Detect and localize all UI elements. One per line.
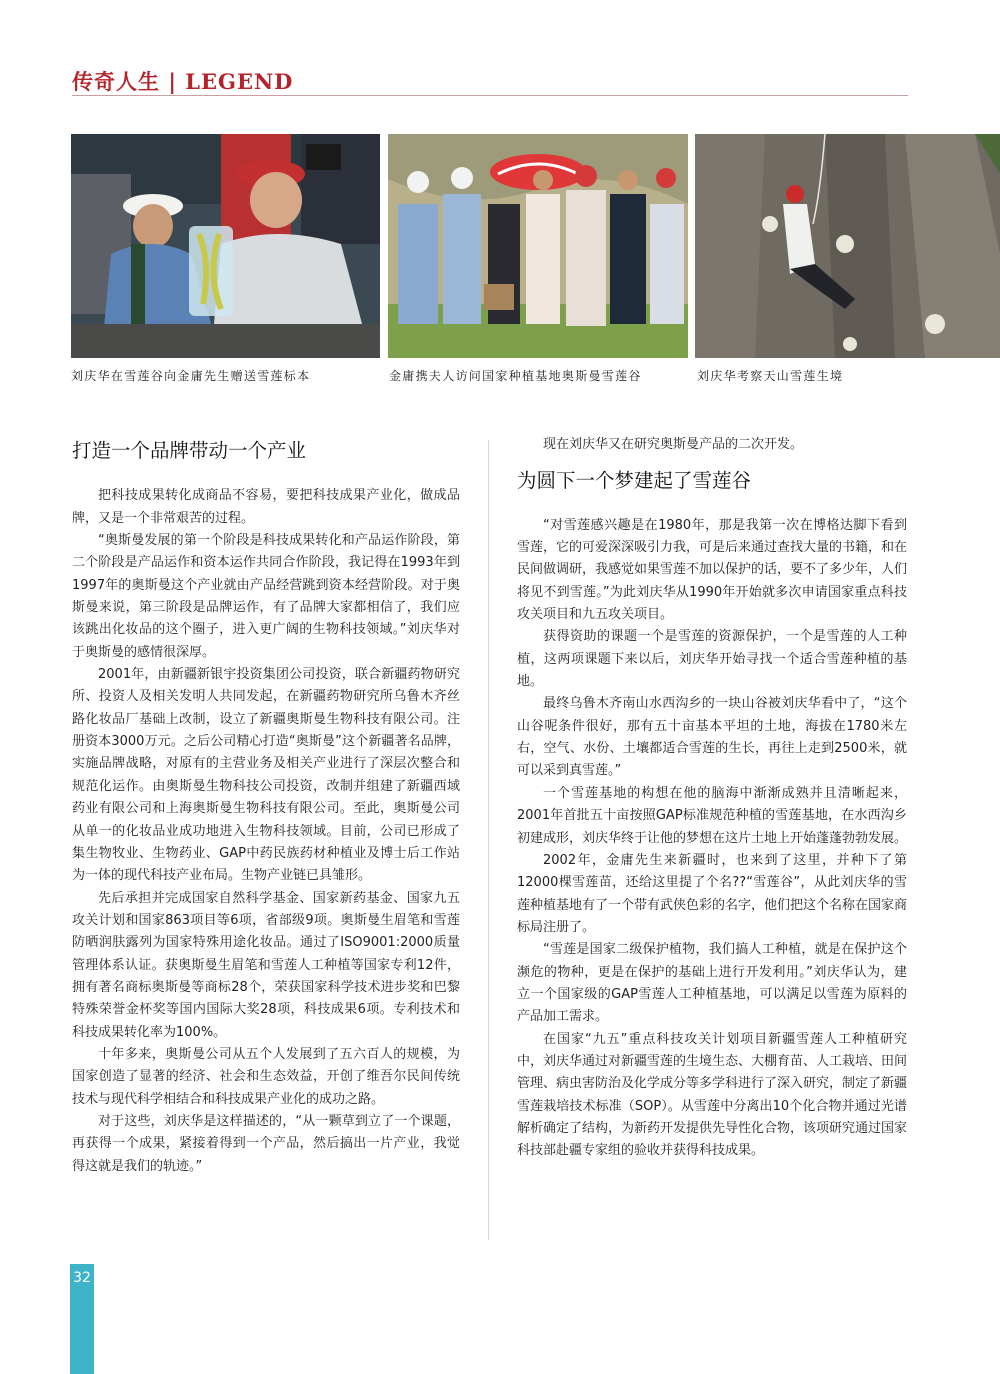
section-heading-snow-lotus-valley: 为圆下一个梦建起了雪莲谷	[517, 469, 752, 493]
article-paragraph: 把科技成果转化成商品不容易，要把科技成果产业化，做成品牌，又是一个非常艰苦的过程。	[72, 488, 460, 526]
section-name: 传奇人生	[72, 69, 160, 94]
section-heading-brand: 打造一个品牌带动一个产业	[72, 439, 307, 462]
left-column	[72, 440, 460, 1178]
photo-caption-1: 刘庆华在雪莲谷向金庸先生赠送雪莲标本	[71, 369, 311, 383]
article-paragraph: 最终乌鲁木齐南山水西沟乡的一块山谷被刘庆华看中了，“这个山谷呢条件很好，那有五十亩基本平坦的土地，海拔在1780米左右，空气、水份、土壤都适合雪莲的生长，再往上走到2500米，就可以采到真雪莲。”	[517, 696, 907, 779]
right-column	[517, 434, 907, 1163]
article-paragraph: 2001年，由新疆新银宇投资集团公司投资，联合新疆药物研究所、投资人及相关发明人共同发起，在新疆药物研究所乌鲁木齐丝路化妆品厂基础上改制，设立了新疆奥斯曼生物科技有限公司。注册资本3000万元。之后公司精心打造“奥斯曼”这个新疆著名品牌，实施品牌战略，对原有的主营业务及相关产业进行了深层次整合和规范化运作。由奥斯曼生物科技公司投资，改制并组建了新疆西域药业有限公司和上海奥斯曼生物科技有限公司。至此，奥斯曼公司从单一的化妆品业成功地进入生物科技领域。目前，公司已形成了集生物牧业、生物药业、GAP中药民族药材种植业及博士后工作站为一体的现代科技产业布局。生物产业链已具雏形。	[72, 667, 460, 884]
article-paragraph: “对雪莲感兴趣是在1980年，那是我第一次在博格达脚下看到雪莲，它的可爱深深吸引力我，可是后来通过查找大量的书籍，和在民间做调研，我感觉如果雪莲不加以保护的话，要不了多少年，人们将见不到雪莲。”为此刘庆华从1990年开始就多次申请国家重点科技攻关项目和九五攻关项目。	[517, 517, 908, 623]
photo-caption-3: 刘庆华考察天山雪莲生境	[697, 369, 844, 383]
article-paragraph: “雪莲是国家二级保护植物，我们搞人工种植，就是在保护这个濒危的物种，更是在保护的基础上进行开发利用。”刘庆华认为，建立一个国家级的GAP雪莲人工种植基地，可以满足以雪莲为原料的产品加工需求。	[517, 942, 907, 1025]
photo-caption-2: 金庸携夫人访问国家种植基地奥斯曼雪莲谷	[389, 369, 642, 383]
photo-group-visit	[388, 134, 688, 358]
header-rule	[72, 95, 908, 96]
article-paragraph: 现在刘庆华又在研究奥斯曼产品的二次开发。	[543, 437, 804, 452]
article-paragraph: 对于这些，刘庆华是这样描述的，“从一颗草到立了一个课题，再获得一个成果，紧接着得到一个产品，然后搞出一片产业，我觉得这就是我们的轨迹。”	[72, 1113, 460, 1174]
article-paragraph: 2002年，金庸先生来新疆时，也来到了这里，并种下了第12000棵雪莲苗，还给这里提了个名??“雪莲谷”，从此刘庆华的雪莲种植基地有了一个带有武侠色彩的名字，他们把这个名称在国家商标局注册了。	[517, 852, 908, 935]
running-header	[72, 66, 293, 96]
article-paragraph: 在国家“九五”重点科技攻关计划项目新疆雪莲人工种植研究中，刘庆华通过对新疆雪莲的生境生态、大棚育苗、人工栽培、田间管理、病虫害防治及化学成分等多学科进行了深入研究，制定了新疆雪莲栽培技术标准（SOP）。从雪莲中分离出10个化合物并通过光谱解析确定了结构，为新药开发提供先导性化合物，该项研究通过国家科技部赴疆专家组的验收并获得科技成果。	[517, 1031, 908, 1159]
article-paragraph: 获得资助的课题一个是雪莲的资源保护，一个是雪莲的人工种植，这两项课题下来以后，刘庆华开始寻找一个适合雪莲种植的基地。	[517, 629, 907, 690]
article-paragraph: 十年多来，奥斯曼公司从五个人发展到了五六百人的规模，为国家创造了显著的经济、社会和生态效益，开创了维吾尔民间传统技术与现代科学相结合和科技成果产业化的成功之路。	[72, 1046, 460, 1107]
page-number: 32	[73, 1270, 91, 1286]
article-paragraph: 先后承担并完成国家自然科学基金、国家新药基金、国家九五攻关计划和国家863项目等6项，省部级9项。奥斯曼生眉笔和雪莲防晒润肤露列为国家特殊用途化妆品。通过了ISO9001:2000质量管理体系认证。获奥斯曼生眉笔和雪莲人工种植等国家专利12件，拥有著名商标奥斯曼等商标28个，荣获国家科学技术进步奖和巴黎特殊荣誉金杯奖等国内国际大奖28项，科技成果6项。专利技术和科技成果转化率为100%。	[72, 890, 460, 1040]
photo-rock-climbing	[695, 134, 1000, 358]
header-separator: |	[168, 69, 177, 94]
article-paragraph: “奥斯曼发展的第一个阶段是科技成果转化和产品运作阶段，第二个阶段是产品运作和资本运作共同合作阶段，我记得在1993年到1997年的奥斯曼这个产业就由产品经营跳到资本经营阶段。对于奥斯曼来说，第三阶段是品牌运作，有了品牌大家都相信了，我们应该跳出化妆品的这个圈子，进入更广阔的生物科技领域。”刘庆华对于奥斯曼的感情很深厚。	[72, 533, 460, 660]
column-divider	[488, 440, 489, 1240]
section-name-en: LEGEND	[185, 69, 294, 94]
photo-specimen-gift	[71, 134, 380, 358]
article-paragraph: 一个雪莲基地的构想在他的脑海中渐渐成熟并且清晰起来，2001年首批五十亩按照GAP标准规范种植的雪莲基地，在水西沟乡初建成形，刘庆华终于让他的梦想在这片土地上开始蓬蓬勃勃发展。	[517, 785, 908, 846]
